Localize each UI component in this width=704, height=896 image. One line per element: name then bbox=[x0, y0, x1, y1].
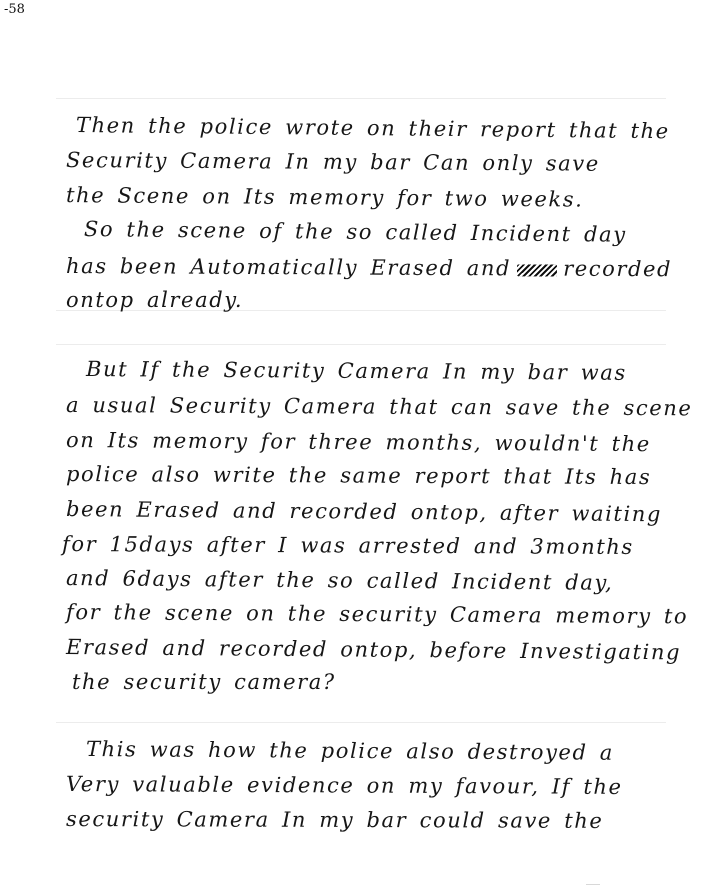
paragraph-3-line-2: Very valuable evidence on my favour, If the bbox=[65, 772, 623, 799]
paragraph-3-line-3: security Camera In my bar could save the bbox=[65, 807, 604, 833]
paragraph-1-line-2: Security Camera In my bar Can only save bbox=[65, 148, 600, 176]
ruled-line bbox=[56, 344, 666, 345]
ruled-line bbox=[56, 98, 666, 99]
paragraph-1-line-5-end: recorded bbox=[563, 256, 673, 282]
paragraph-1-line-5-text: has been Automatically Erased and bbox=[65, 254, 512, 281]
paragraph-1-line-4: So the scene of the so called Incident day bbox=[83, 217, 627, 247]
paragraph-2-line-10: the security camera? bbox=[72, 670, 336, 694]
paragraph-2-line-9: Erased and recorded ontop, before Investigating bbox=[65, 635, 682, 665]
ruled-line bbox=[56, 722, 666, 723]
page-number: -58 bbox=[4, 2, 25, 17]
paragraph-1-line-5 bbox=[66, 254, 672, 281]
paragraph-2-line-4: police also write the same report that Its has bbox=[65, 462, 652, 490]
paragraph-2-line-8: for the scene on the security Camera memory to bbox=[65, 600, 689, 629]
paragraph-2-line-2: a usual Security Camera that can save the scene bbox=[65, 393, 693, 421]
paragraph-2-line-6: for 15days after I was arrested and 3months bbox=[61, 532, 634, 559]
paragraph-1-line-3: the Scene on Its memory for two weeks. bbox=[65, 183, 584, 212]
paragraph-1-line-1: Then the police wrote on their report that the bbox=[75, 113, 670, 144]
paragraph-2-line-1: But If the Security Camera In my bar was bbox=[85, 357, 627, 385]
paragraph-2-line-5: been Erased and recorded ontop, after waiting bbox=[65, 497, 663, 527]
paragraph-2-line-7: and 6days after the so called Incident day, bbox=[65, 566, 614, 595]
crossed-out-word bbox=[517, 264, 557, 276]
paragraph-3-line-1: This was how the police also destroyed a bbox=[85, 737, 615, 765]
paragraph-1-line-6: ontop already. bbox=[66, 288, 244, 312]
paragraph-2-line-3: on Its memory for three months, wouldn't the bbox=[65, 428, 651, 457]
scan-artifact bbox=[586, 878, 600, 885]
